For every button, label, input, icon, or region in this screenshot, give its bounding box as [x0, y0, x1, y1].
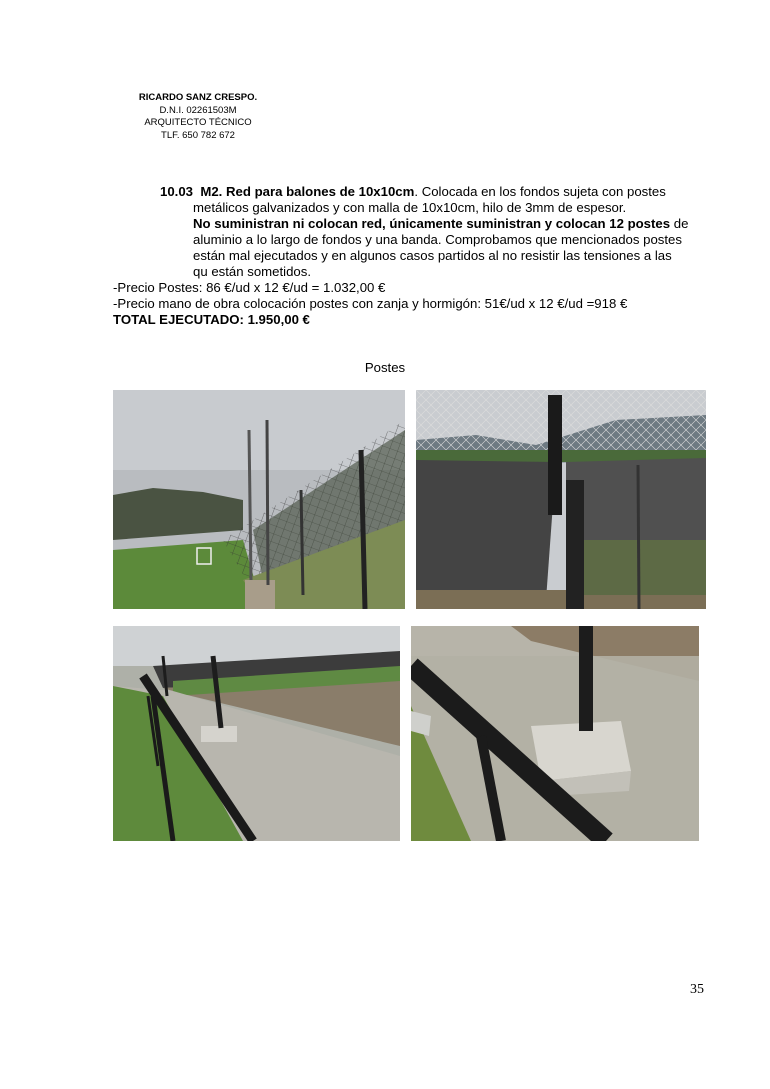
item-desc-2: metálicos galvanizados y con malla de 10x10cm, hilo de 3mm de espesor.	[193, 200, 627, 215]
page-number: 35	[690, 982, 704, 997]
author-title: ARQUITECTO TÉCNICO	[144, 117, 252, 128]
item-desc-1: . Colocada en los fondos sujeta con postes	[414, 184, 666, 199]
total-executed: TOTAL EJECUTADO: 1.950,00 €	[113, 312, 310, 327]
price-posts: -Precio Postes: 86 €/ud x 12 €/ud = 1.032,00 €	[113, 280, 386, 295]
author-dni: D.N.I. 02261503M	[159, 104, 237, 116]
item-heading: M2. Red para balones de 10x10cm	[200, 184, 415, 199]
photo-posts-wall	[113, 626, 400, 841]
photo-fence-fabric	[416, 390, 706, 609]
item-note-3: están mal ejecutados y en algunos casos partidos al no resistir las tensiones a las	[193, 248, 672, 263]
photo-caption: Postes	[364, 360, 406, 375]
letterhead	[118, 92, 278, 142]
photo-post-base	[411, 626, 699, 841]
item-note-2: aluminio a lo largo de fondos y una banda. Comprobamos que mencionados postes	[193, 232, 682, 247]
price-labor: -Precio mano de obra colocación postes con zanja y hormigón: 51€/ud x 12 €/ud =918 €	[113, 296, 628, 311]
budget-item	[113, 184, 733, 328]
item-code: 10.03	[160, 184, 194, 199]
item-heading-line	[113, 184, 733, 200]
item-note-line	[113, 216, 733, 232]
author-name: RICARDO SANZ CRESPO.	[138, 92, 258, 103]
item-note-bold: No suministran ni colocan red, únicamente suministran y colocan 12 postes	[193, 216, 671, 231]
item-note-4: qu están sometidos.	[193, 264, 312, 279]
item-note-1: de	[670, 216, 689, 231]
author-phone: TLF. 650 782 672	[161, 129, 235, 141]
photo-fence-perspective	[113, 390, 405, 609]
